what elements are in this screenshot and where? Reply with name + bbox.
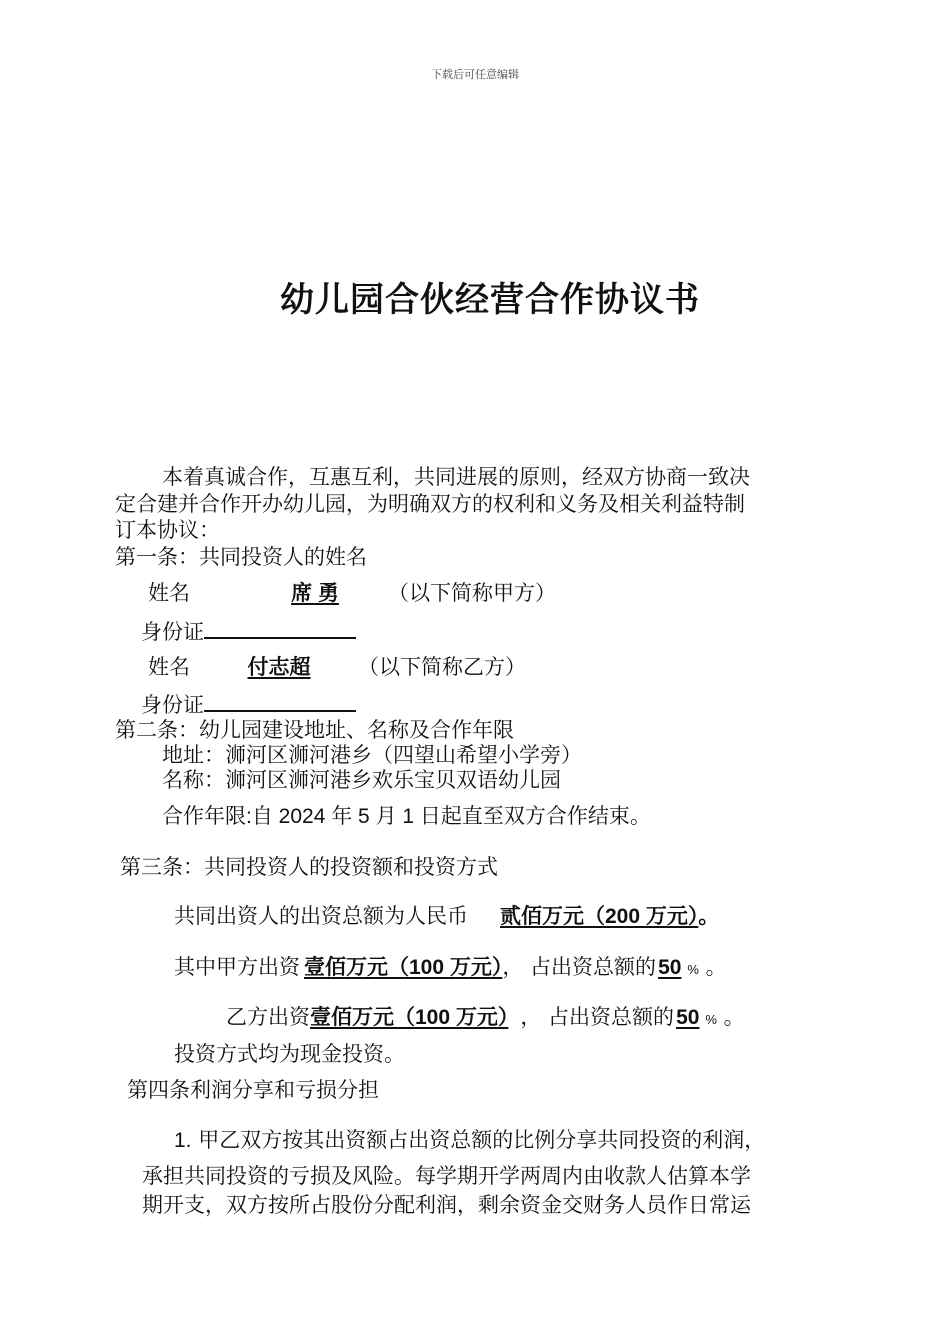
preamble-line-2: 定合建并合作开办幼儿园，为明确双方的权利和义务及相关利益特制 bbox=[115, 492, 745, 516]
party-b-pct-sign: % bbox=[705, 1012, 717, 1027]
party-b-id-label: 身份证 bbox=[141, 693, 204, 717]
page-title: 幼儿园合伙经营合作协议书 bbox=[280, 280, 700, 320]
party-a-end: 。 bbox=[698, 955, 727, 979]
party-a-invest-amount: 壹佰万元（100 万元） bbox=[304, 956, 503, 979]
preamble-line-3: 订本协议： bbox=[115, 518, 220, 542]
article-2-address: 地址：浉河区浉河港乡（四望山希望小学旁） bbox=[162, 743, 582, 767]
investment-method: 投资方式均为现金投资。 bbox=[174, 1042, 405, 1066]
party-b-id-row bbox=[141, 692, 356, 717]
party-a-invest-mid: ， 占出资总额的 bbox=[502, 955, 657, 979]
party-b-pct: 50 bbox=[676, 1006, 700, 1029]
party-b-investment-row bbox=[226, 1005, 745, 1032]
party-b-id-blank bbox=[204, 692, 356, 712]
party-b-end: 。 bbox=[716, 1005, 745, 1029]
item-number: 1. bbox=[174, 1129, 192, 1152]
party-a-id-blank bbox=[204, 619, 356, 639]
article-4-line-3: 期开支，双方按所占股份分配利润，剩余资金交财务人员作日常运 bbox=[142, 1193, 751, 1217]
article-1-heading: 第一条：共同投资人的姓名 bbox=[115, 545, 367, 569]
party-a-name: 席 勇 bbox=[291, 582, 339, 605]
article-4-line-2: 承担共同投资的亏损及风险。每学期开学两周内由收款人估算本学 bbox=[142, 1164, 751, 1188]
party-a-id-label: 身份证 bbox=[141, 620, 204, 644]
total-suffix: 。 bbox=[698, 905, 720, 928]
party-b-invest-amount: 壹佰万元（100 万元） bbox=[310, 1006, 509, 1029]
party-a-pct-sign: % bbox=[687, 962, 699, 977]
party-b-note: （以下简称乙方） bbox=[358, 655, 526, 679]
party-b-row bbox=[148, 655, 526, 680]
party-a-investment-row bbox=[174, 955, 727, 982]
party-b-invest-mid: ， 占出资总额的 bbox=[520, 1005, 675, 1029]
article-4-heading: 第四条利润分享和亏损分担 bbox=[127, 1078, 379, 1102]
article-2-heading: 第二条：幼儿园建设地址、名称及合作年限 bbox=[115, 718, 514, 742]
party-a-name-label: 姓名 bbox=[148, 581, 190, 605]
article-2-term: 合作年限:自 2024 年 5 月 1 日起直至双方合作结束。 bbox=[162, 805, 651, 828]
article-4-item-1 bbox=[174, 1128, 765, 1153]
article-4-line-1: 甲乙双方按其出资额占出资总额的比例分享共同投资的利润， bbox=[198, 1128, 766, 1152]
header-note: 下载后可任意编辑 bbox=[431, 68, 519, 81]
total-prefix: 共同出资人的出资总额为人民币 bbox=[174, 904, 468, 928]
party-b-invest-prefix: 乙方出资 bbox=[226, 1005, 310, 1029]
party-a-invest-prefix: 其中甲方出资 bbox=[174, 955, 300, 979]
total-amount: 贰佰万元（200 万元） bbox=[500, 905, 699, 928]
party-b-name: 付志超 bbox=[247, 656, 311, 679]
preamble-line-1: 本着真诚合作，互惠互利，共同进展的原则，经双方协商一致决 bbox=[162, 465, 750, 489]
party-a-id-row bbox=[141, 619, 356, 644]
party-b-name-label: 姓名 bbox=[148, 655, 190, 679]
party-a-note: （以下简称甲方） bbox=[388, 581, 556, 605]
total-investment-row bbox=[174, 904, 719, 929]
article-3-heading: 第三条：共同投资人的投资额和投资方式 bbox=[120, 855, 498, 879]
party-a-pct: 50 bbox=[658, 956, 682, 979]
party-a-row bbox=[148, 581, 556, 606]
article-2-name: 名称：浉河区浉河港乡欢乐宝贝双语幼儿园 bbox=[162, 768, 561, 792]
